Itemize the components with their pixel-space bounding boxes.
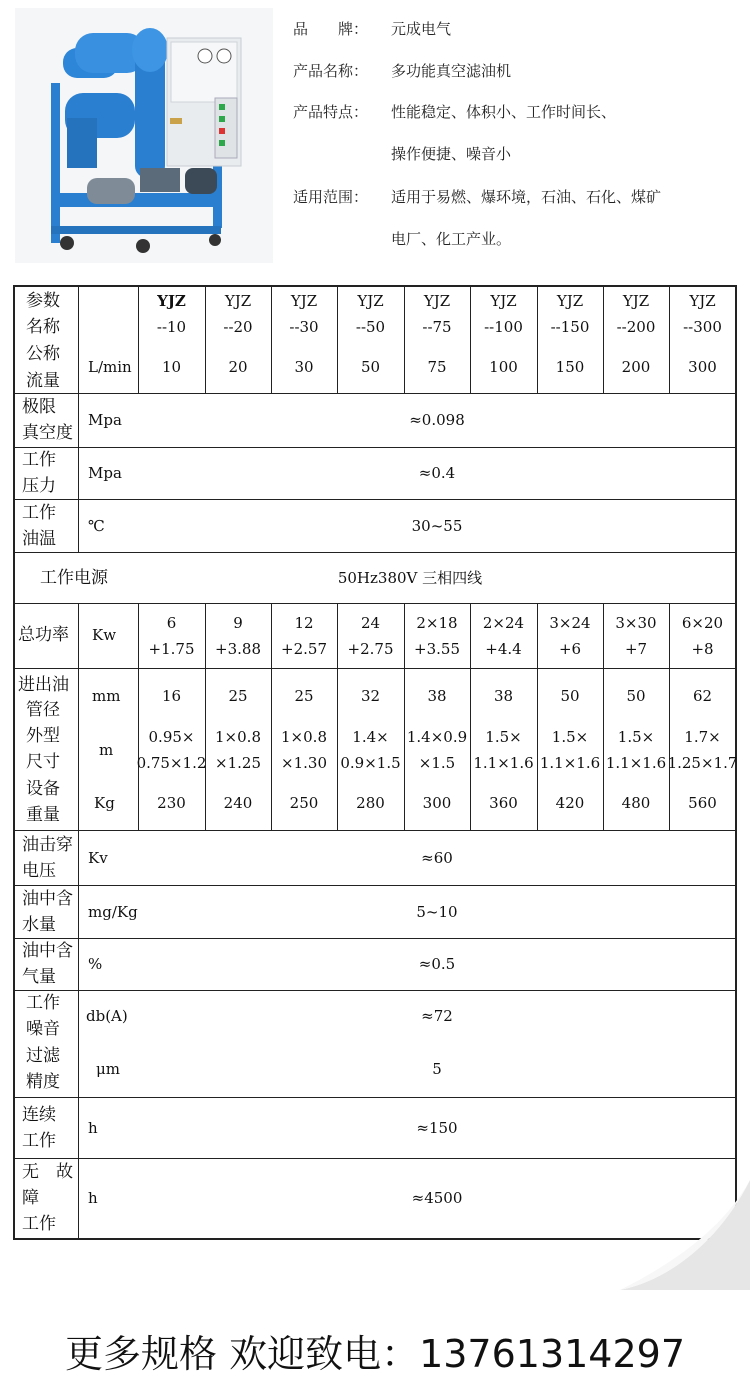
weight-label: 设备 (26, 779, 60, 799)
mtbf-unit: h (88, 1189, 98, 1207)
temp-label: 油温 (22, 528, 56, 549)
vacuum-unit: Mpa (88, 411, 122, 429)
features-key: 产品特点： (293, 103, 369, 121)
total-power-top: 2×18 (416, 614, 458, 632)
pipe-value: 32 (360, 687, 381, 705)
table-grid-line (13, 393, 736, 394)
noise-value: ≈72 (421, 1007, 453, 1025)
mtbf-label: 工作 (22, 1214, 56, 1234)
table-grid-line (13, 938, 736, 939)
size-bottom: 0.75×1.2 (136, 754, 207, 772)
weight-value: 480 (621, 794, 651, 812)
table-grid-line (13, 603, 736, 604)
gas-unit: % (88, 955, 103, 973)
gas-label: 气量 (22, 967, 56, 987)
total-power-bottom: +3.55 (414, 640, 460, 658)
pipe-value: 38 (427, 687, 447, 705)
total-power-bottom: +3.88 (215, 640, 261, 658)
flow-value: 200 (621, 358, 651, 376)
size-top: 1.7× (684, 728, 721, 746)
power-supply-label: 工作电源 (40, 568, 108, 588)
total-power-bottom: +1.75 (148, 640, 195, 658)
size-bottom: 1.25×1.7 (667, 754, 738, 772)
model-name-top: YJZ (490, 292, 517, 310)
size-top: 1×0.8 (281, 728, 327, 746)
model-name-bottom: --300 (683, 318, 722, 336)
table-grid-line (13, 668, 736, 669)
weight-value: 360 (489, 794, 518, 812)
model-name-top: YJZ (357, 292, 384, 310)
param-label: 参数 (26, 291, 60, 311)
product-photo (15, 8, 273, 263)
table-grid-line (13, 552, 736, 553)
flow-value: 100 (489, 358, 518, 376)
model-name-bottom: --75 (422, 318, 452, 336)
pipe-value: 38 (493, 687, 514, 705)
total-power-bottom: +7 (624, 640, 648, 658)
weight-label: 重量 (26, 805, 60, 825)
table-grid-line (78, 285, 79, 552)
table-grid-line (13, 285, 15, 1238)
continuous-label: 连续 (22, 1104, 56, 1125)
size-bottom: 1.1×1.6 (473, 754, 534, 772)
flow-unit: L/min (88, 358, 132, 376)
model-name-bottom: --200 (616, 318, 656, 336)
vacuum-label: 真空度 (22, 423, 73, 443)
breakdown-value: ≈60 (421, 848, 453, 867)
flow-value: 75 (427, 358, 447, 376)
total-power-top: 3×30 (615, 614, 657, 632)
total-power-top: 12 (294, 614, 314, 632)
total-power-top: 6×20 (681, 614, 724, 632)
page-curl-decoration (620, 1180, 750, 1290)
model-name-bottom: --20 (223, 318, 253, 336)
size-unit: m (99, 741, 114, 759)
water-value: 5~10 (416, 902, 458, 921)
size-bottom: ×1.25 (215, 754, 261, 772)
brand-value: 元成电气 (391, 20, 452, 38)
table-grid-line (13, 285, 736, 287)
table-grid-line (13, 885, 736, 886)
scope-key: 适用范围： (293, 188, 369, 206)
flow-value: 10 (161, 358, 182, 376)
pipe-unit: mm (92, 687, 121, 705)
weight-value: 560 (688, 794, 717, 812)
pipe-value: 25 (228, 687, 248, 705)
oil-filter-machine-illustration (15, 8, 273, 263)
total-power-top: 9 (233, 614, 243, 632)
scope-value-1: 适用于易燃、爆环境，石油、石化、煤矿 (391, 188, 662, 206)
vacuum-value: ≈0.098 (409, 411, 465, 429)
scope-value-2: 电厂、化工产业。 (391, 230, 512, 248)
pipe-value: 16 (161, 687, 182, 705)
name-value: 多功能真空滤油机 (391, 62, 512, 80)
size-bottom: 1.1×1.6 (539, 754, 601, 772)
continuous-unit: h (88, 1118, 98, 1137)
breakdown-unit: Kv (88, 848, 108, 867)
model-name-bottom: --10 (156, 318, 187, 336)
pressure-label: 工作 (22, 450, 56, 470)
weight-value: 240 (223, 794, 253, 812)
flow-value: 300 (688, 358, 717, 376)
continuous-value: ≈150 (416, 1118, 458, 1137)
size-top: 1.4× (352, 728, 389, 746)
table-grid-line (13, 1097, 736, 1098)
total-power-bottom: +8 (691, 640, 714, 658)
continuous-label: 工作 (22, 1130, 56, 1151)
precision-label: 精度 (26, 1072, 60, 1092)
table-grid-line (13, 1158, 736, 1159)
total-power-top: 24 (360, 614, 381, 632)
features-value-2: 操作便捷、噪音小 (391, 145, 512, 163)
features-value-1: 性能稳定、体积小、工作时间长、 (391, 103, 617, 121)
model-name-top: YJZ (622, 292, 650, 310)
vacuum-label: 极限 (22, 397, 56, 417)
pipe-label: 管径 (26, 700, 60, 720)
gas-value: ≈0.5 (418, 955, 456, 973)
flow-value: 20 (228, 358, 248, 376)
size-top: 1.4×0.9 (406, 728, 468, 746)
breakdown-label: 油击穿 (22, 834, 73, 855)
weight-value: 230 (157, 794, 186, 812)
model-name-top: YJZ (556, 292, 584, 310)
model-name-bottom: --100 (484, 318, 523, 336)
brand-key: 品 牌： (293, 20, 369, 38)
water-label: 水量 (22, 914, 56, 935)
noise-label: 噪音 (26, 1019, 60, 1039)
mtbf-label: 无 故 (22, 1162, 73, 1182)
weight-unit: Kg (94, 794, 115, 812)
pipe-value: 25 (294, 687, 314, 705)
water-unit: mg/Kg (88, 902, 138, 921)
pressure-label: 压力 (22, 476, 56, 496)
name-key: 产品名称： (293, 62, 369, 80)
flow-label: 流量 (26, 371, 60, 391)
total-power-bottom: +2.75 (347, 640, 394, 658)
temp-value: 30~55 (411, 516, 463, 535)
pipe-value: 62 (692, 687, 713, 705)
model-name-bottom: --150 (550, 318, 590, 336)
pipe-label: 进出油 (18, 675, 69, 695)
size-top: 1×0.8 (215, 728, 261, 746)
table-grid-line (13, 990, 736, 991)
water-label: 油中含 (22, 888, 73, 909)
size-bottom: 0.9×1.5 (340, 754, 401, 772)
pressure-unit: Mpa (88, 464, 122, 482)
weight-value: 250 (289, 794, 319, 812)
table-grid-line (13, 499, 736, 500)
size-bottom: ×1.30 (281, 754, 327, 772)
flow-value: 30 (294, 358, 314, 376)
model-name-bottom: --30 (289, 318, 319, 336)
size-label: 尺寸 (26, 752, 60, 772)
precision-label: 过滤 (26, 1046, 60, 1066)
size-bottom: ×1.5 (418, 754, 456, 772)
model-name-top: YJZ (290, 292, 318, 310)
name-label: 名称 (26, 317, 60, 337)
total-power-bottom: +2.57 (281, 640, 327, 658)
total-power-bottom: +6 (558, 640, 582, 658)
pressure-value: ≈0.4 (418, 464, 456, 482)
flow-value: 150 (555, 358, 585, 376)
temp-label: 工作 (22, 502, 56, 523)
precision-unit: μm (96, 1060, 120, 1078)
size-top: 0.95× (148, 728, 195, 746)
table-grid-line (78, 603, 79, 1238)
spec-table (13, 285, 736, 1238)
model-name-top: YJZ (423, 292, 451, 310)
total-power-label: 总功率 (18, 625, 69, 645)
noise-label: 工作 (26, 993, 60, 1013)
gas-label: 油中含 (22, 941, 73, 961)
pipe-value: 50 (626, 687, 646, 705)
model-name-top: YJZ (689, 292, 716, 310)
total-power-top: 2×24 (482, 614, 525, 632)
total-power-top: 6 (166, 614, 177, 632)
table-grid-line (13, 447, 736, 448)
pipe-value: 50 (560, 687, 580, 705)
table-grid-line (13, 830, 736, 831)
size-label: 外型 (26, 726, 60, 746)
total-power-unit: Kw (92, 626, 117, 644)
weight-value: 280 (356, 794, 385, 812)
total-power-bottom: +4.4 (485, 640, 522, 658)
temp-unit: ℃ (88, 516, 105, 535)
flow-value: 50 (360, 358, 381, 376)
mtbf-value: ≈4500 (411, 1189, 463, 1207)
size-bottom: 1.1×1.6 (605, 754, 667, 772)
model-name-top: YJZ (224, 292, 252, 310)
contact-phone-banner: 更多规格 欢迎致电：13761314297 (64, 1332, 686, 1376)
power-supply-value: 50Hz380V 三相四线 (337, 569, 483, 587)
model-name-top: YJZ (157, 292, 186, 310)
model-name-bottom: --50 (355, 318, 386, 336)
weight-value: 300 (422, 794, 452, 812)
size-top: 1.5× (617, 728, 655, 746)
noise-unit: db(A) (86, 1007, 128, 1025)
precision-value: 5 (432, 1060, 442, 1078)
size-top: 1.5× (551, 728, 589, 746)
nominal-label: 公称 (26, 344, 60, 364)
weight-value: 420 (555, 794, 585, 812)
size-top: 1.5× (485, 728, 522, 746)
mtbf-label: 障 (22, 1188, 39, 1208)
total-power-top: 3×24 (549, 614, 591, 632)
breakdown-label: 电压 (22, 860, 56, 881)
